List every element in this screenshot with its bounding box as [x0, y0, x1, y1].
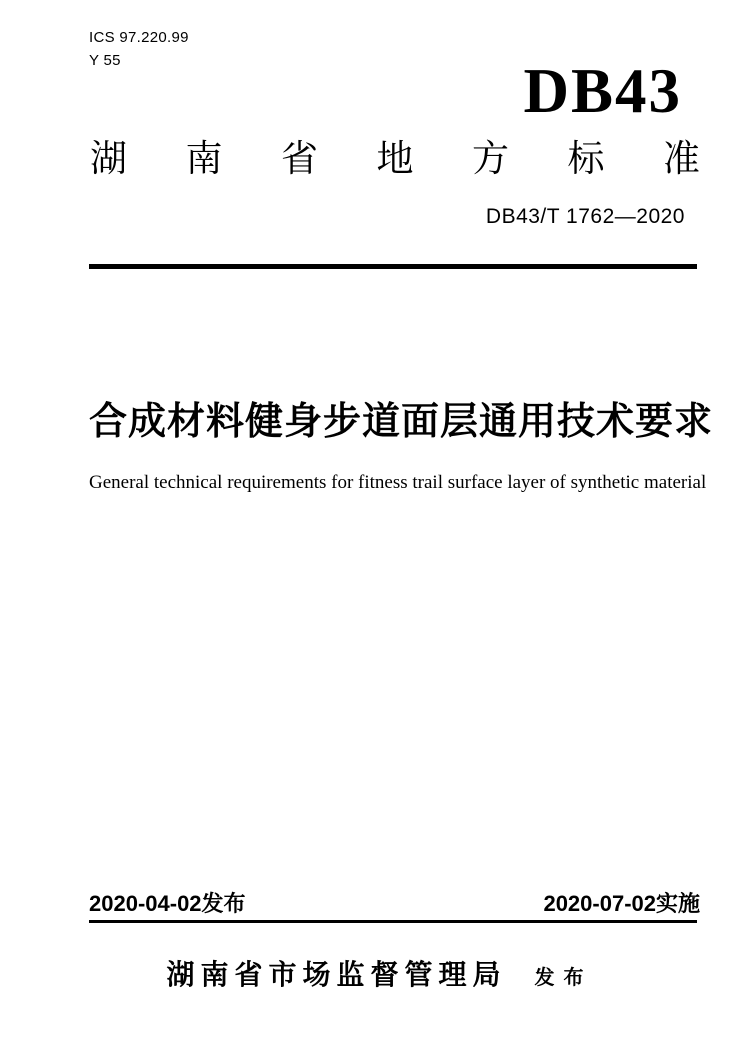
document-title-cn: 合成材料健身步道面层通用技术要求	[89, 401, 714, 443]
classification-code: Y 55	[89, 52, 121, 69]
standard-type-char: 标	[567, 138, 605, 179]
classification-block	[89, 26, 189, 72]
standard-type-char: 南	[185, 138, 223, 179]
implementation-date: 2020-07-02实施	[543, 891, 700, 916]
standard-type-char: 方	[472, 138, 509, 179]
issuing-authority: 湖南省市场监督管理局	[166, 959, 507, 990]
standard-type-char: 地	[376, 138, 414, 179]
standard-type-char: 湖	[90, 138, 127, 179]
issue-date: 2020-04-02发布	[89, 891, 246, 916]
header-rule	[89, 264, 697, 269]
footer-rule	[89, 920, 697, 923]
standard-type-char: 省	[281, 138, 318, 179]
standard-type-char: 准	[663, 138, 700, 179]
document-title-en: General technical requirements for fitness trail surface layer of synthetic material	[89, 472, 707, 493]
db43-logo: DB43	[523, 56, 682, 126]
publish-label: 发布	[534, 967, 593, 989]
ics-code: ICS 97.220.99	[89, 29, 189, 46]
publisher-row	[0, 958, 750, 992]
standard-type-title	[90, 140, 700, 177]
dates-row	[89, 892, 700, 916]
standard-number: DB43/T 1762—2020	[485, 205, 685, 228]
